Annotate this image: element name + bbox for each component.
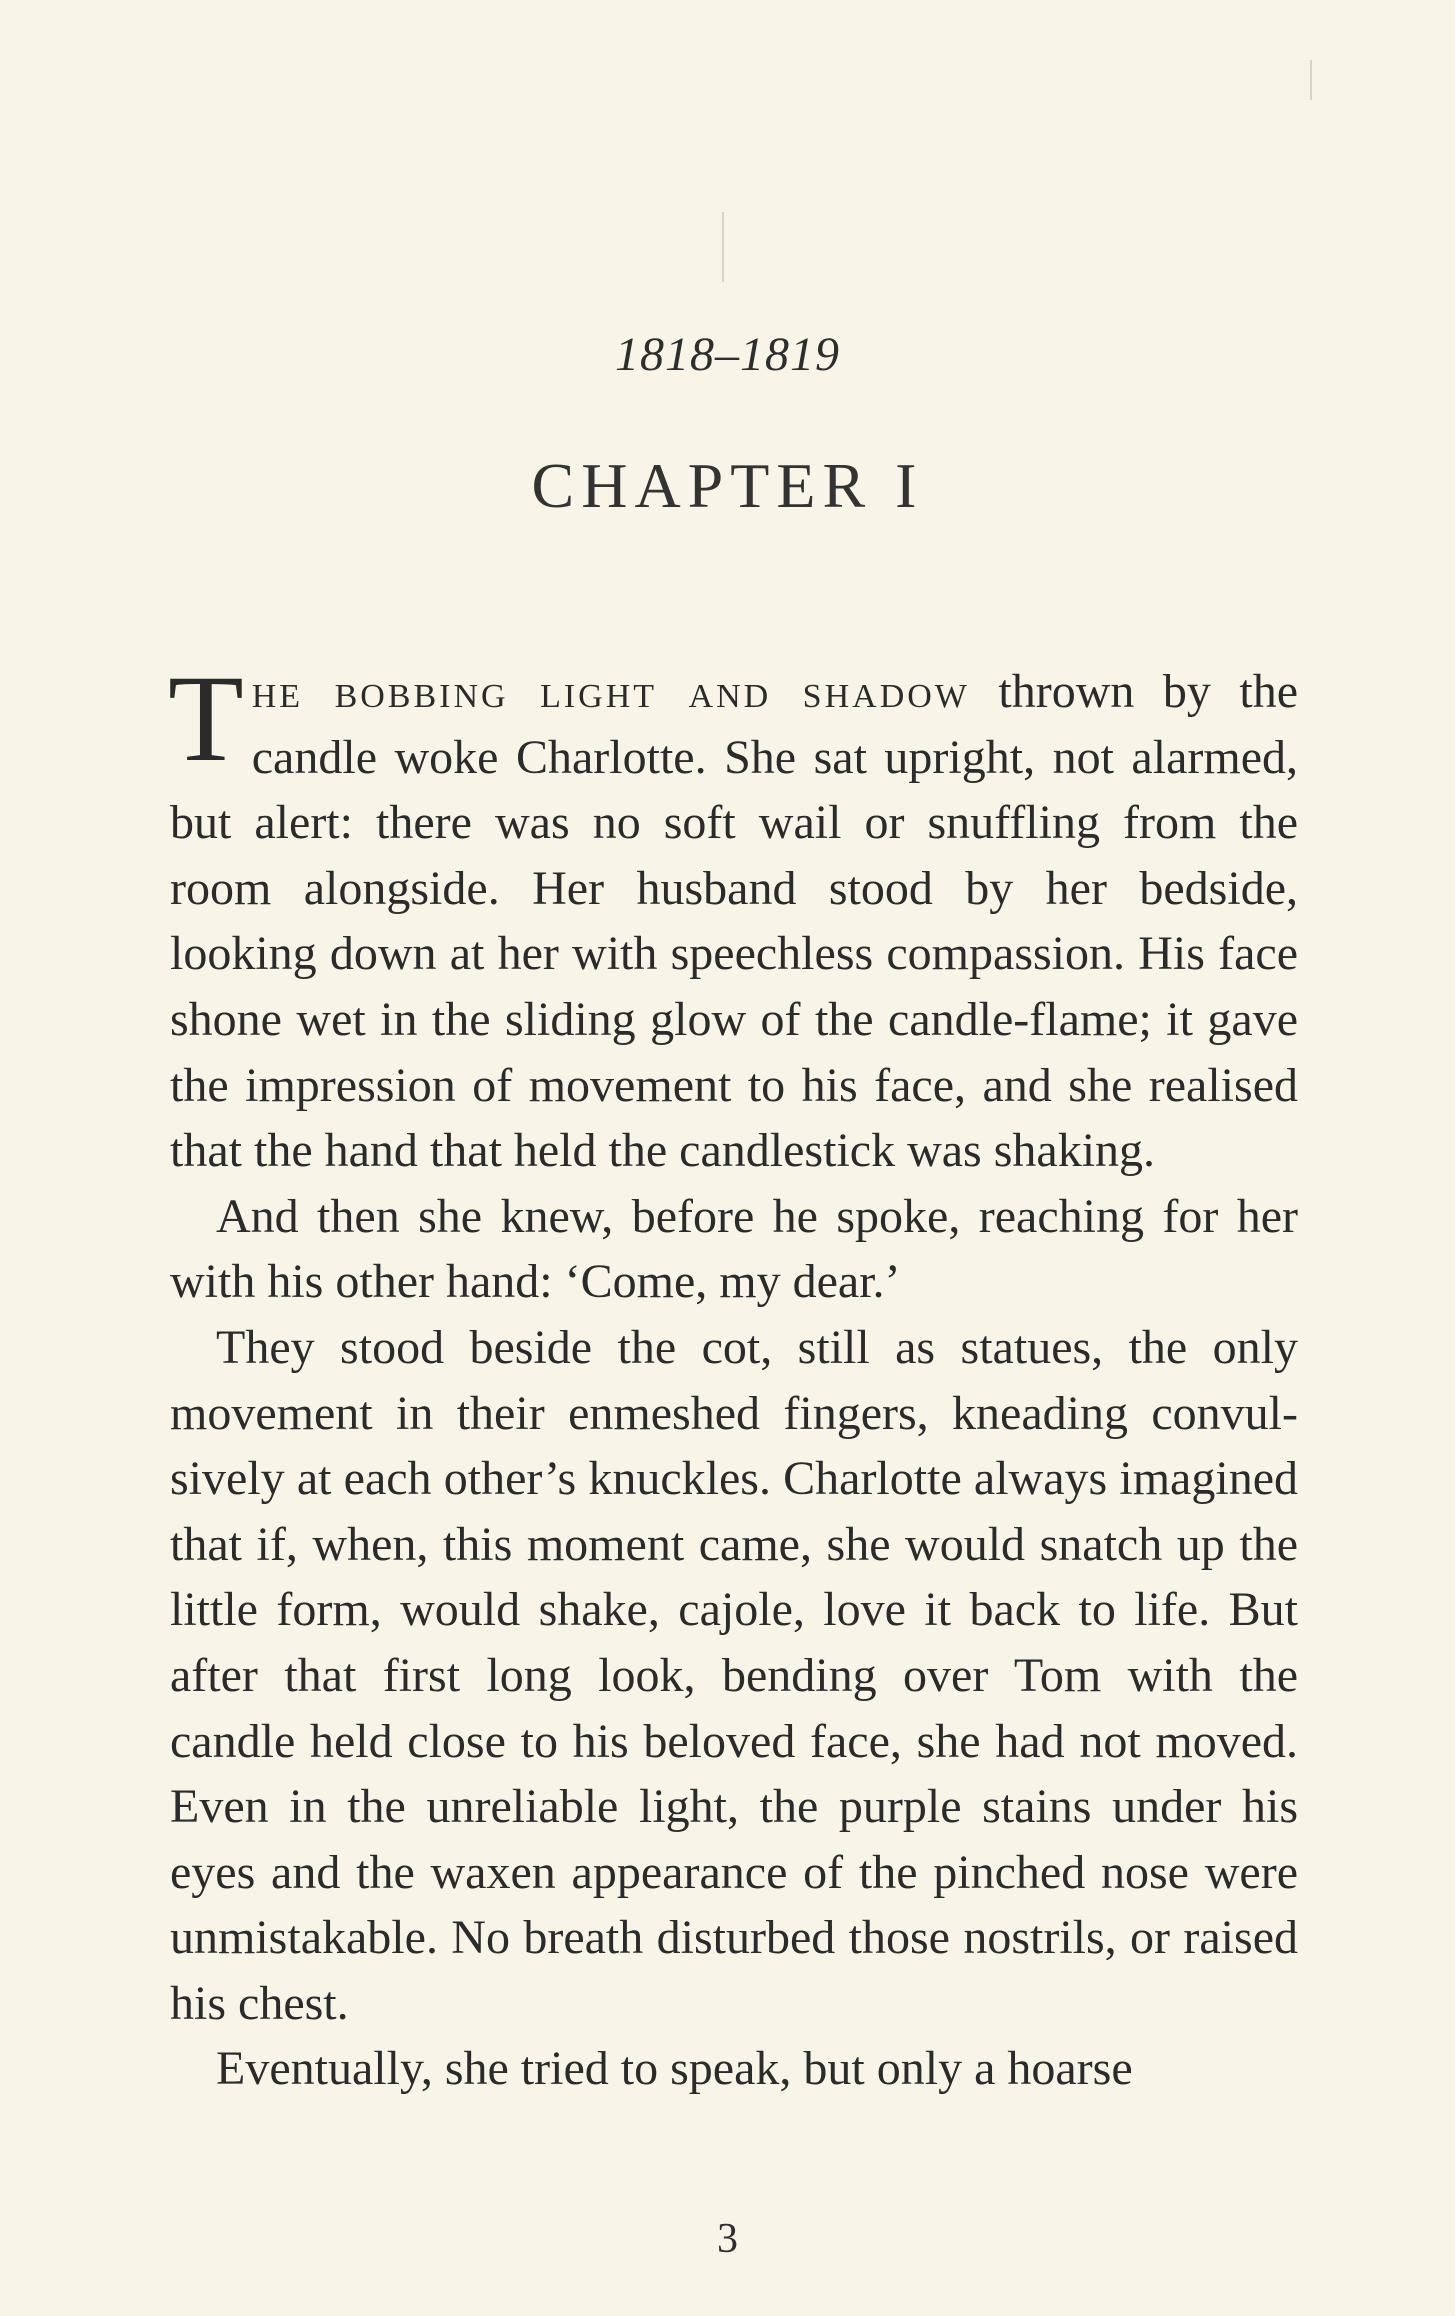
drop-cap: T [168, 650, 244, 787]
paragraph-2: And then she knew, before he spoke, reaching for her with his other hand: ‘Come, my dear.’ [170, 1189, 1298, 1309]
chapter-text [168, 650, 1299, 2102]
paragraph-4: Eventually, she tried to speak, but only a hoarse [216, 2042, 1133, 2096]
page-number: 3 [717, 2216, 738, 2262]
scan-mark [1310, 60, 1312, 100]
paragraph-1 [168, 650, 1299, 1184]
paragraph-3: They stood beside the cot, still as statues, the only movement in their enmeshed fingers, kneading convulsively at each other’s knuckles. Charlotte always imagined that if, when, this moment came, she would snatch up the little form, would shake, cajole, love it back to life. But after that first long look, bending over Tom with the candle held close to his beloved face, she had not moved. Even in the unreliable light, the purple stains under his eyes and the waxen appearance of the pinched nose were unmistakable. No breath disturbed those nostrils, or raised his chest. [170, 1320, 1298, 2030]
chapter-title: CHAPTER I [531, 450, 924, 521]
scan-mark [722, 212, 724, 282]
paragraph-1-text: thrown by the candle woke Charlotte. She sat upright, not alarmed, but alert: there was no soft wail or snuffling from the room alongside. Her husband stood by her bedside, looking down at her with speechless compassion. His face shone wet in the sliding glow of the candle-flame; it gave the impression of movement to his face, and she realised that the hand that held the candlestick was shaking. [170, 665, 1299, 1178]
chapter-dates: 1818–1819 [615, 328, 840, 381]
opening-small-caps: he bobbing light and shadow [251, 665, 970, 718]
